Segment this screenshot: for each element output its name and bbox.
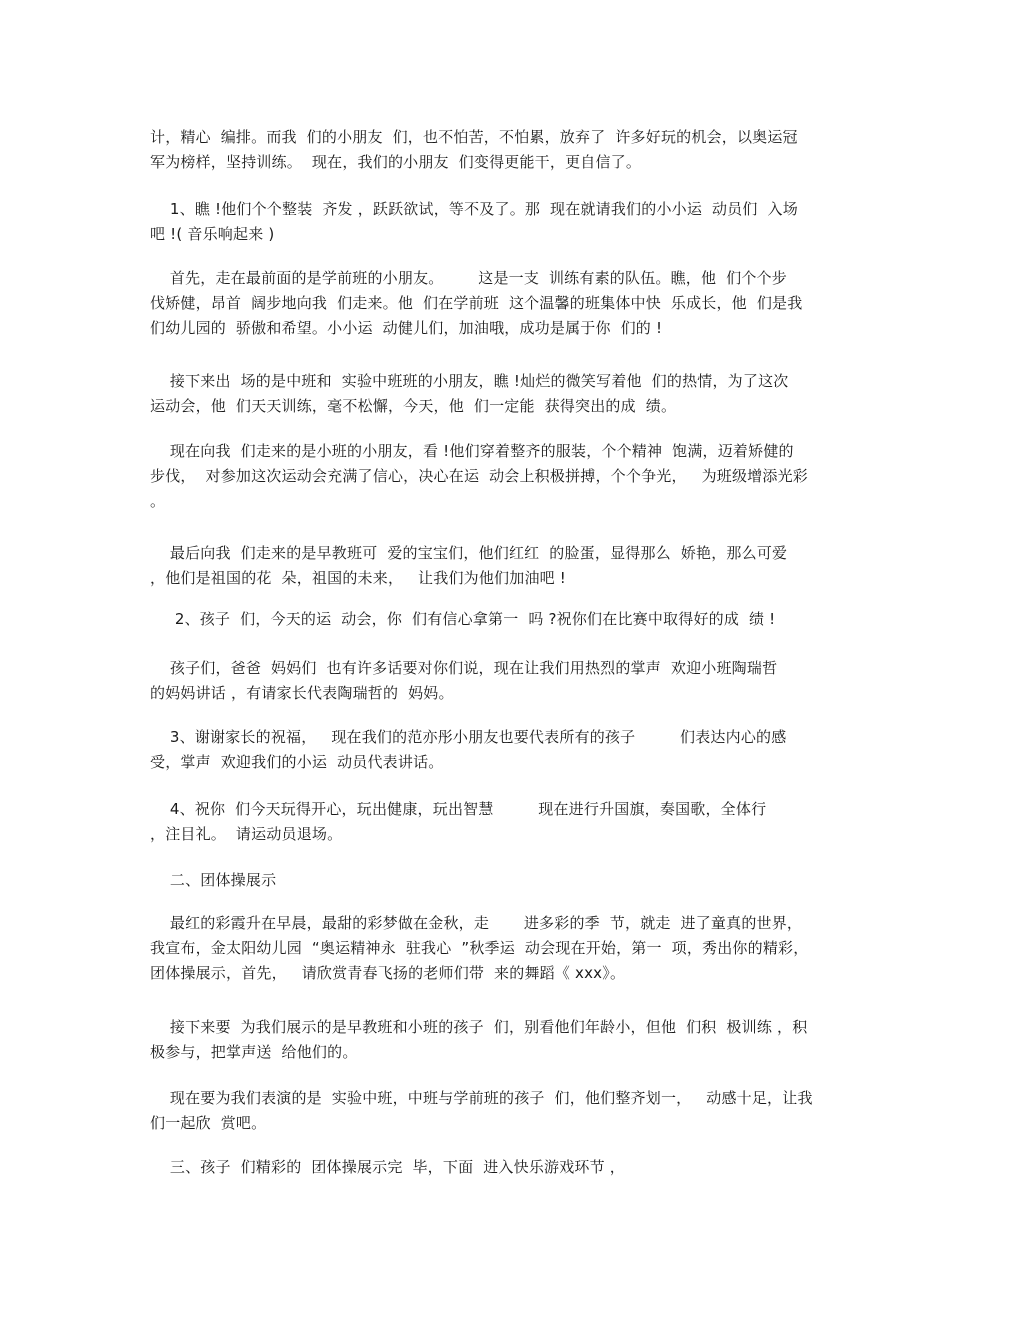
paragraph-group-exercise	[150, 911, 808, 986]
text-line: 。	[150, 492, 166, 510]
paragraph-small-class	[150, 439, 808, 514]
text-line: 最红的彩霞升在早晨，最甜的彩梦做在金秋，走 进多彩的季 节，就走 进了童真的世界，	[150, 914, 803, 932]
paragraph-middle-show	[150, 1086, 813, 1136]
text-line: ，他们是祖国的花 朵，祖国的未来， 让我们为他们加油吧 !	[150, 569, 567, 587]
text-line: 计，精心 编排。而我 们的小朋友 们，也不怕苦，不怕累，放弃了 许多好玩的机会，以奥运冠	[150, 128, 798, 146]
paragraph-opening	[150, 125, 798, 175]
text-line: 最后向我 们走来的是早教班可 爱的宝宝们，他们红红 的脸蛋，显得那么 娇艳，那么可爱	[150, 544, 788, 562]
text-line: 吧 !( 音乐响起来 )	[150, 225, 275, 243]
text-line: 1、瞧 !他们个个整装 齐发 ，跃跃欲试，等不及了。那 现在就请我们的小小运 动员们 入场	[150, 200, 798, 218]
text-line: 孩子们，爸爸 妈妈们 也有许多话要对你们说，现在让我们用热烈的掌声 欢迎小班陶瑞哲	[150, 659, 778, 677]
paragraph-item-2	[150, 607, 775, 632]
text-line: 们幼儿园的 骄傲和希望。小小运 动健儿们，加油哦，成功是属于你 们的 !	[150, 319, 663, 337]
text-line: 运动会，他 们天天训练，毫不松懈，今天，他 们一定能 获得突出的成 绩。	[150, 397, 677, 415]
text-line: 团体操展示，首先， 请欣赏青春飞扬的老师们带 来的舞蹈《 xxx》。	[150, 964, 626, 982]
paragraph-preschool	[150, 266, 802, 341]
text-line: 现在要为我们表演的是 实验中班，中班与学前班的孩子 们，他们整齐划一， 动感十足，让我	[150, 1089, 813, 1107]
text-line: 军为榜样，坚持训练。 现在，我们的小朋友 们变得更能干，更自信了。	[150, 153, 642, 171]
text-line: 2、孩子 们，今天的运 动会，你 们有信心拿第一 吗 ?祝你们在比赛中取得好的成 绩 !	[150, 610, 776, 628]
paragraph-middle-class	[150, 369, 788, 419]
text-line: 接下来要 为我们展示的是早教班和小班的孩子 们，别看他们年龄小，但他 们积 极训练 ，积	[150, 1018, 808, 1036]
paragraph-item-4	[150, 797, 766, 847]
text-line: 的妈妈讲话 ，有请家长代表陶瑞哲的 妈妈。	[150, 684, 454, 702]
text-line: 3、谢谢家长的祝福， 现在我们的范亦彤小朋友也要代表所有的孩子 们表达内心的感	[150, 728, 787, 746]
text-line: 们一起欣 赏吧。	[150, 1114, 267, 1132]
paragraph-early-class	[150, 541, 787, 591]
text-line: 极参与，把掌声送 给他们的。	[150, 1043, 358, 1061]
paragraph-early-small-show	[150, 1015, 807, 1065]
text-line: 受，掌声 欢迎我们的小运 动员代表讲话。	[150, 753, 444, 771]
text-line: 4、祝你 们今天玩得开心，玩出健康，玩出智慧 现在进行升国旗，奏国歌，全体行	[150, 800, 767, 818]
text-line: ，注目礼。 请运动员退场。	[150, 825, 343, 843]
text-line: 三、孩子 们精彩的 团体操展示完 毕，下面 进入快乐游戏环节 ，	[150, 1158, 625, 1176]
text-line: 二、团体操展示	[150, 871, 277, 889]
text-line: 我宣布，金太阳幼儿园 “奥运精神永 驻我心 ”秋季运 动会现在开始，第一 项，秀出你的精彩，	[150, 939, 809, 957]
paragraph-parents	[150, 656, 777, 706]
text-line: 步伐， 对参加这次运动会充满了信心，决心在运 动会上积极拼搏，个个争光， 为班级增添光彩	[150, 467, 808, 485]
text-line: 伐矫健，昂首 阔步地向我 们走来。他 们在学前班 这个温馨的班集体中快 乐成长，他 们是我	[150, 294, 803, 312]
paragraph-item-1	[150, 197, 798, 247]
text-line: 接下来出 场的是中班和 实验中班班的小朋友，瞧 !灿烂的微笑写着他 们的热情，为了这次	[150, 372, 789, 390]
paragraph-item-3	[150, 725, 786, 775]
section-heading-three	[150, 1155, 625, 1180]
section-heading-two	[150, 868, 276, 893]
text-line: 现在向我 们走来的是小班的小朋友，看 !他们穿着整齐的服装，个个精神 饱满，迈着矫健的	[150, 442, 794, 460]
text-line: 首先，走在最前面的是学前班的小朋友。 这是一支 训练有素的队伍。瞧，他 们个个步	[150, 269, 787, 287]
